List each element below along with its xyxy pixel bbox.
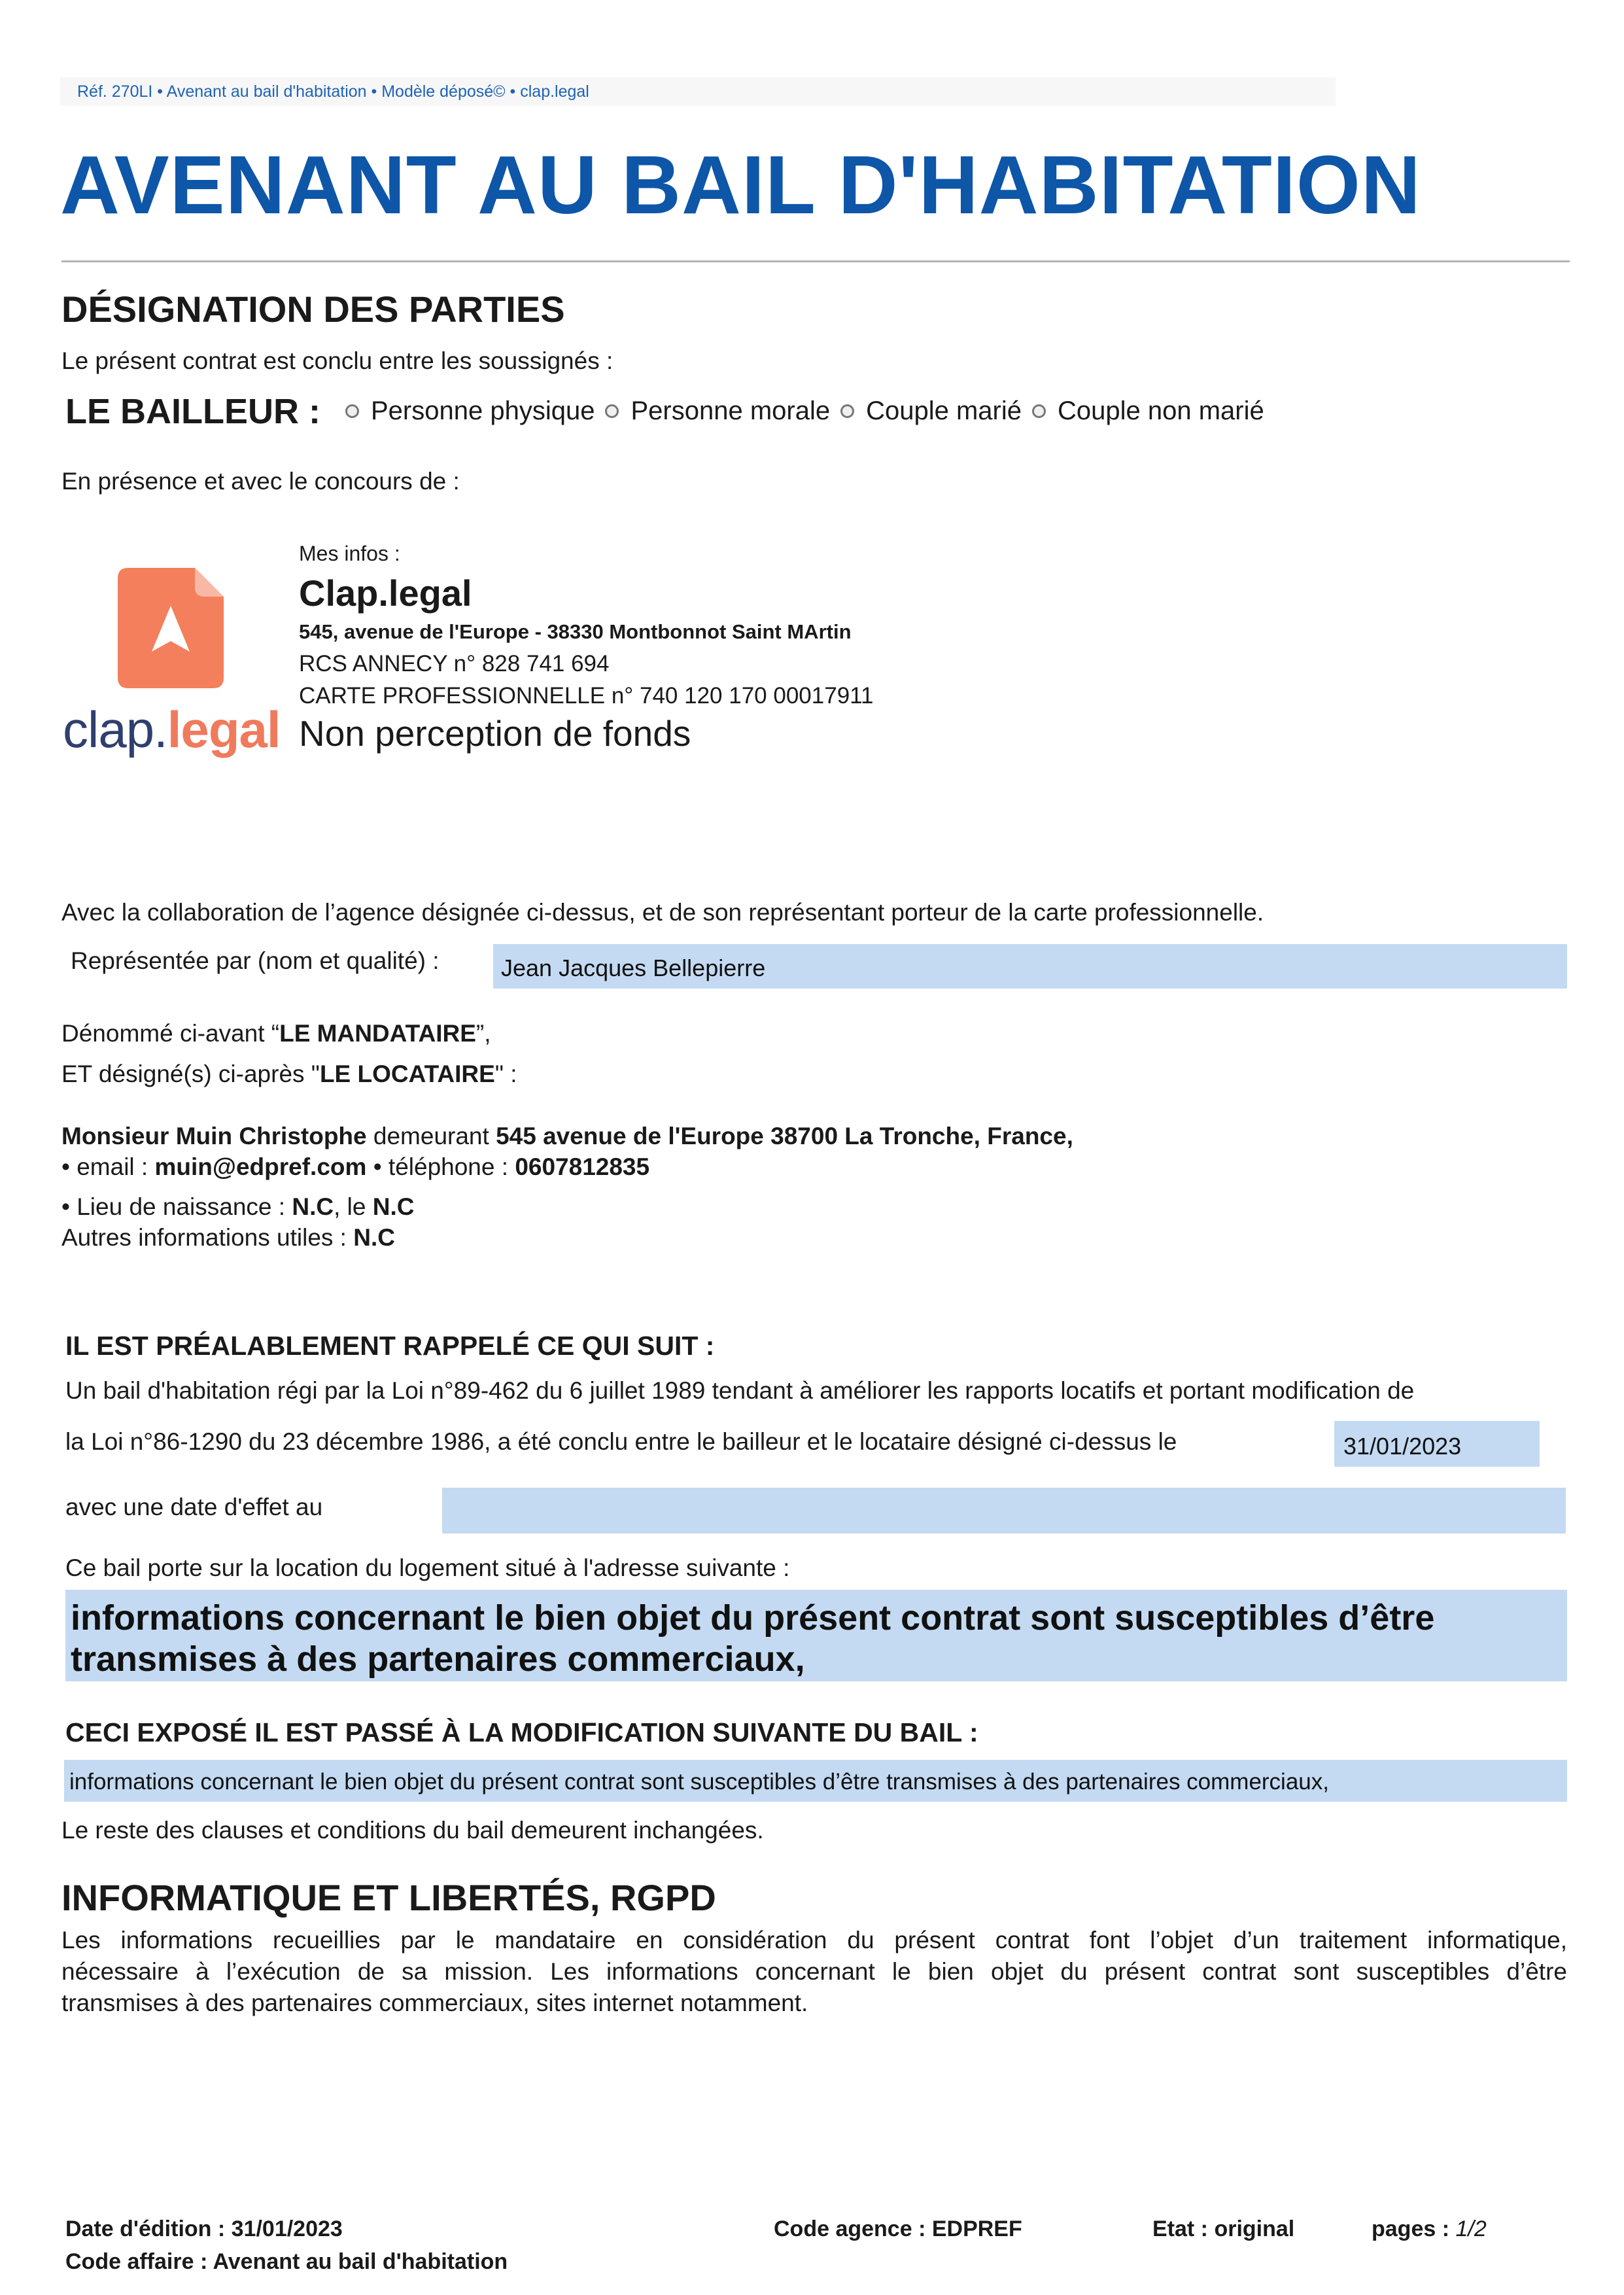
representee-label: Représentée par (nom et qualité) : [71, 947, 440, 974]
footer-code-affaire: Code affaire : Avenant au bail d'habitation [65, 2249, 508, 2274]
demeurant-label: demeurant [373, 1123, 489, 1149]
collaboration-text: Avec la collaboration de l’agence désignée ci-dessus, et de son représentant porteur de la carte professionnelle. [61, 899, 1264, 926]
radio-label: Couple non marié [1057, 396, 1264, 425]
radio-circle-icon[interactable] [1032, 404, 1046, 418]
date-naissance-label: , le [334, 1193, 366, 1220]
locataire-identity [61, 1123, 1073, 1150]
modification-field[interactable]: informations concernant le bien objet du présent contrat sont susceptibles d’être transmises à des partenaires commerciaux, [64, 1760, 1567, 1802]
clap-legal-logo-icon [118, 568, 224, 688]
agency-address: 545, avenue de l'Europe - 38330 Montbonnot Saint MArtin [299, 620, 852, 643]
date-effet-field[interactable] [442, 1488, 1566, 1533]
rappel-heading: IL EST PRÉALABLEMENT RAPPELÉ CE QUI SUIT : [65, 1331, 715, 1361]
denomme-suffix: ”, [475, 1020, 491, 1047]
radio-label: Personne physique [371, 396, 595, 425]
locataire-address: 545 avenue de l'Europe 38700 La Tronche, France, [496, 1123, 1073, 1149]
date-bail-field[interactable]: 31/01/2023 [1334, 1421, 1540, 1467]
document-title: AVENANT AU BAIL D'HABITATION [60, 139, 1421, 231]
presence-text: En présence et avec le concours de : [61, 468, 460, 495]
email-label: • email : [61, 1153, 148, 1180]
agency-name: Clap.legal [299, 572, 472, 614]
rappel-line-2: la Loi n°86-1290 du 23 décembre 1986, a été conclu entre le bailleur et le locataire désigné ci-dessus le [65, 1428, 1177, 1455]
locataire-name: Monsieur Muin Christophe [61, 1123, 367, 1149]
rgpd-heading: INFORMATIQUE ET LIBERTÉS, RGPD [61, 1877, 716, 1918]
locataire-label: LE LOCATAIRE [319, 1060, 495, 1087]
radio-circle-icon[interactable] [345, 404, 359, 418]
locataire-contact [61, 1153, 649, 1181]
radio-label: Couple marié [866, 396, 1022, 425]
logo-text-clap: clap. [63, 701, 167, 758]
agency-rcs: RCS ANNECY n° 828 741 694 [299, 651, 610, 676]
clap-legal-logo-text [63, 700, 281, 760]
date-naissance-value: N.C [372, 1193, 415, 1220]
footer-etat: Etat : original [1152, 2216, 1295, 2241]
mes-infos-label: Mes infos : [299, 542, 400, 565]
parties-intro: Le présent contrat est conclu entre les soussignés : [61, 347, 613, 374]
logo-text-legal: legal [167, 701, 281, 758]
pages-value: 1/2 [1455, 2216, 1487, 2241]
lieu-naissance-label: • Lieu de naissance : [61, 1193, 286, 1220]
denomme-line [61, 1020, 491, 1047]
locataire-email: muin@edpref.com [154, 1153, 367, 1180]
rgpd-line-1: Les informations recueillies par le mandataire en considération du présent contrat font l’objet d’un traitement informatique, [61, 1927, 1567, 1953]
footer-date-edition: Date d'édition : 31/01/2023 [65, 2216, 343, 2241]
autres-info-value: N.C [353, 1224, 395, 1251]
bailleur-label: LE BAILLEUR : [65, 392, 320, 431]
agency-carte-pro: CARTE PROFESSIONNELLE n° 740 120 170 00017911 [299, 683, 874, 709]
radio-couple-non-marie[interactable] [1032, 396, 1264, 426]
pages-label: pages : [1372, 2216, 1450, 2241]
footer-code-agence: Code agence : EDPREF [774, 2216, 1022, 2241]
adresse-label: Ce bail porte sur la location du logement situé à l'adresse suivante : [65, 1554, 790, 1581]
denomme-prefix: Dénommé ci-avant “ [61, 1020, 280, 1047]
rgpd-line-2: nécessaire à l’exécution de sa mission. Les informations concernant le bien objet du présent contrat sont susceptibles d’être [61, 1958, 1567, 1985]
modification-heading: CECI EXPOSÉ IL EST PASSÉ À LA MODIFICATION SUIVANTE DU BAIL : [65, 1717, 978, 1747]
reste-clauses-text: Le reste des clauses et conditions du bail demeurent inchangées. [61, 1817, 764, 1844]
designe-line [61, 1060, 517, 1088]
reference-line: Réf. 270LI • Avenant au bail d'habitation • Modèle déposé© • clap.legal [60, 77, 1336, 106]
radio-circle-icon[interactable] [605, 404, 619, 418]
locataire-autres [61, 1224, 395, 1252]
bailleur-type-radio-group [345, 396, 1275, 426]
parties-heading: DÉSIGNATION DES PARTIES [61, 289, 565, 330]
lieu-naissance-value: N.C [292, 1193, 334, 1220]
mandataire-label: LE MANDATAIRE [279, 1020, 476, 1047]
locataire-telephone: 0607812835 [515, 1153, 650, 1180]
telephone-label: • téléphone : [373, 1153, 509, 1180]
date-effet-label: avec une date d'effet au [65, 1494, 323, 1520]
radio-circle-icon[interactable] [840, 404, 854, 418]
radio-couple-marie[interactable] [840, 396, 1022, 426]
adresse-logement-field[interactable]: informations concernant le bien objet du présent contrat sont susceptibles d’être transmises à des partenaires commerciaux, [65, 1590, 1567, 1681]
footer-pages [1372, 2216, 1487, 2242]
agency-fonds: Non perception de fonds [299, 713, 691, 754]
representant-field[interactable]: Jean Jacques Bellepierre [493, 944, 1567, 989]
radio-personne-morale[interactable] [605, 396, 830, 426]
radio-personne-physique[interactable] [345, 396, 595, 426]
radio-label: Personne morale [631, 396, 831, 425]
autres-info-label: Autres informations utiles : [61, 1224, 347, 1251]
rappel-line-1: Un bail d'habitation régi par la Loi n°89-462 du 6 juillet 1989 tendant à améliorer les rapports locatifs et portant modification de [65, 1377, 1415, 1404]
designe-suffix: " : [494, 1060, 517, 1087]
rgpd-line-3: transmises à des partenaires commerciaux, sites internet notamment. [61, 1989, 808, 2016]
locataire-birth [61, 1193, 414, 1221]
designe-prefix: ET désigné(s) ci-après " [61, 1060, 320, 1087]
title-divider [61, 260, 1570, 262]
